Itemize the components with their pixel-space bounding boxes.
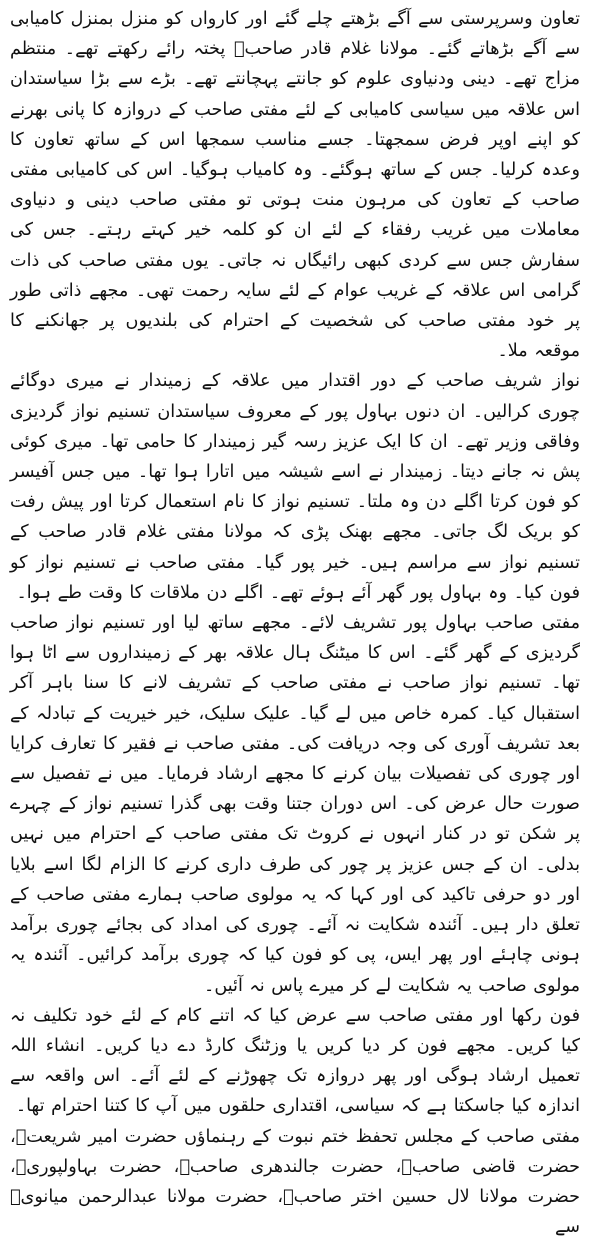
- paragraph-3: مفتی صاحب بہاول پور تشریف لائے۔ مجھے ساتھ لیا اور تسنیم نواز صاحب گردیزی کے گھر گئے۔ اس کا میٹنگ ہال علاقہ بھر کے زمینداروں سے اٹا ہوا تھا۔ تسنیم نواز صاحب نے مفتی صاحب کے تشریف لانے کا سنا باہر آکر استقبال کیا۔ کمرہ خاص میں لے گیا۔ علیک سلیک، خیر خیریت کے تبادلہ کے بعد تشریف آوری کی وجہ دریافت کی۔ مفتی صاحب نے فقیر کا تعارف کرایا اور چوری کی تفصیلات بیان کرنے کا مجھے ارشاد فرمایا۔ میں نے تفصیل سے صورت حال عرض کی۔ اس دوران جتنا وقت بھی گذرا تسنیم نواز کے چہرے پر شکن تو در کنار انہوں نے کروٹ تک مفتی صاحب کے احترام میں نہیں بدلی۔ ان کے جس عزیز پر چور کی طرف داری کرنے کا الزام لگا اسے بلایا اور دو حرفی تاکید کی اور کہا کہ یہ مولوی صاحب ہمارے مفتی صاحب کے تعلق دار ہیں۔ آئندہ شکایت نہ آئے۔ چوری کی امداد کی بجائے چوری برآمد ہونی چاہئے اور پھر ایس، پی کو فون کیا کہ چوری برآمد کرائیں۔ آئندہ یہ مولوی صاحب یہ شکایت لے کر میرے پاس نہ آئیں۔: [10, 613, 580, 996]
- paragraph-5: مفتی صاحب کے مجلس تحفظ ختم نبوت کے رہنماؤں حضرت امیر شریعتؒ، حضرت قاضی صاحبؒ، حضرت جالندھری صاحبؒ، حضرت بہاولپوریؒ، حضرت مولانا لال حسین اختر صاحبؒ، حضرت مولانا عبدالرحمن میانویؒ سے: [10, 1126, 580, 1238]
- paragraph-1: تعاون وسرپرستی سے آگے بڑھتے چلے گئے اور کارواں کو منزل بمنزل کامیابی سے آگے بڑھاتے گئے۔ مولانا غلام قادر صاحبؒ پختہ رائے رکھتے تھے۔ منتظم مزاج تھے۔ دینی ودنیاوی علوم کو جانتے پہچانتے تھے۔ بڑے سے بڑا سیاستدان اس علاقہ میں سیاسی کامیابی کے لئے مفتی صاحب کے دروازہ کا پانی بھرنے کو اپنے اوپر فرض سمجھتا۔ جسے مناسب سمجھا اس کے ساتھ تعاون کا وعدہ کرلیا۔ جس کے ساتھ ہوگئے۔ وہ کامیاب ہوگیا۔ اس کی کامیابی مفتی صاحب کے تعاون کی مرہون منت ہوتی تو مفتی صاحب دینی و دنیاوی معاملات میں غریب رفقاء کے لئے ان کو کلمہ خیر کہتے رہتے۔ جس کی سفارش جس سے کردی کبھی رائیگاں نہ جاتی۔ یوں مفتی صاحب کی ذات گرامی اس علاقہ کے غریب عوام کے لئے سایہ رحمت تھی۔ مجھے ذاتی طور پر خود مفتی صاحب کی شخصیت کے احترام کی بلندیوں پر جھانکنے کا موقعہ ملا۔: [10, 9, 580, 362]
- paragraph-4: فون رکھا اور مفتی صاحب سے عرض کیا کہ اتنے کام کے لئے خود تکلیف نہ کیا کریں۔ مجھے فون کر دیا کریں یا وزٹنگ کارڈ دے دیا کریں۔ انشاء اللہ تعمیل ارشاد ہوگی اور پھر دروازہ تک چھوڑنے کے لئے آئے۔ اس واقعہ سے اندازہ کیا جاسکتا ہے کہ سیاسی، اقتداری حلقوں میں آپ کا کتنا احترام تھا۔: [10, 1005, 580, 1117]
- paragraph-2: نواز شریف صاحب کے دور اقتدار میں علاقہ کے زمیندار نے میری دوگائے چوری کرالیں۔ ان دنوں بہاول پور کے معروف سیاستدان تسنیم نواز گردیزی وفاقی وزیر تھے۔ ان کا ایک عزیز رسہ گیر زمیندار کا حامی تھا۔ میری کوئی پش نہ جانے دیتا۔ زمیندار نے اسے شیشہ میں اتارا ہوا تھا۔ میں جس آفیسر کو فون کرتا اگلے دن وہ ملتا۔ تسنیم نواز کا نام استعمال کرتا اور پیش رفت کو بریک لگ جاتی۔ مجھے بھنک پڑی کہ مولانا مفتی غلام قادر صاحب کے تسنیم نواز سے مراسم ہیں۔ خیر پور گیا۔ مفتی صاحب نے تسنیم نواز کو فون کیا۔ وہ بہاول پور گھر آئے ہوئے تھے۔ اگلے دن ملاقات کا وقت طے ہوا۔: [10, 371, 580, 603]
